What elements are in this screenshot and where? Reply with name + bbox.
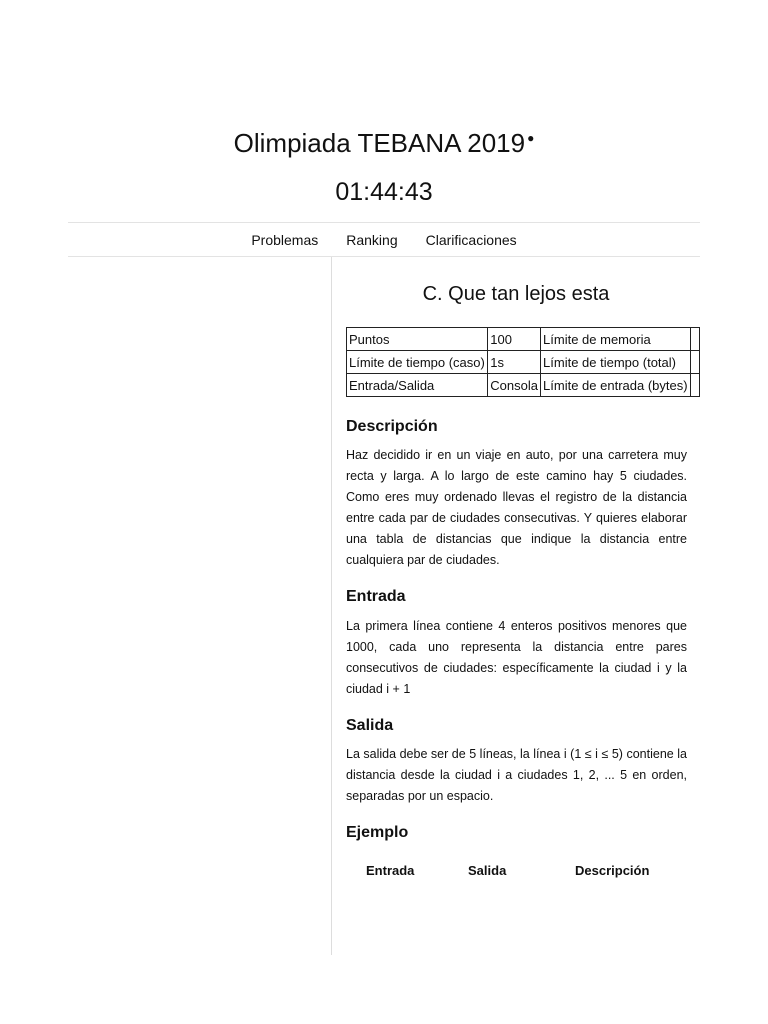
input-heading: Entrada [346, 588, 406, 605]
points-label: Puntos [347, 328, 488, 351]
time-total-value [690, 351, 699, 374]
output-heading: Salida [346, 717, 394, 734]
example-column-salida: Salida [468, 863, 507, 878]
table-row [347, 374, 700, 397]
description-heading: Descripción [346, 418, 438, 435]
table-row [347, 328, 700, 351]
example-column-descripcion: Descripción [575, 863, 650, 878]
memory-label: Límite de memoria [541, 328, 691, 351]
io-label: Entrada/Salida [347, 374, 488, 397]
time-case-label: Límite de tiempo (caso) [347, 351, 488, 374]
limits-table [346, 327, 700, 397]
nav-item-clarificaciones[interactable]: Clarificaciones [425, 231, 517, 248]
description-text: Haz decidido ir en un viaje en auto, por una carretera muy recta y larga. A lo largo de este camino hay 5 ciudades. Como eres muy ordenado llevas el registro de la distancia entre cada par de ciudades consecutivas. Y quieres elaborar una tabla de distancias que indique la distancia entre cualquiera par de ciudades. [346, 448, 687, 567]
example-heading: Ejemplo [346, 824, 409, 841]
output-text: La salida debe ser de 5 líneas, la línea i (1 ≤ i ≤ 5) contiene la distancia desde la ciudad i a ciudades 1, 2, ... 5 en orden, separadas por un espacio. [346, 747, 687, 803]
problem-title: C. Que tan lejos esta [422, 283, 610, 305]
table-row [347, 351, 700, 374]
nav-item-ranking[interactable]: Ranking [346, 231, 398, 248]
problem-content [332, 257, 700, 957]
contest-title [0, 128, 768, 159]
nav-item-problemas[interactable]: Problemas [251, 231, 319, 248]
example-column-entrada: Entrada [366, 863, 415, 878]
bullet-dot-icon: ● [527, 131, 535, 145]
contest-title-text: Olimpiada TEBANA 2019 [233, 128, 526, 158]
contest-clock: 01:44:43 [335, 178, 433, 206]
input-text: La primera línea contiene 4 enteros positivos menores que 1000, cada uno representa la distancia entre pares consecutivos de ciudades: específicamente la ciudad i y la ciudad i + 1 [346, 619, 687, 696]
io-value: Consola [488, 374, 541, 397]
top-nav [68, 223, 700, 256]
points-value: 100 [488, 328, 541, 351]
input-limit-label: Límite de entrada (bytes) [541, 374, 691, 397]
input-limit-value [690, 374, 699, 397]
time-total-label: Límite de tiempo (total) [541, 351, 691, 374]
memory-value [690, 328, 699, 351]
time-case-value: 1s [488, 351, 541, 374]
